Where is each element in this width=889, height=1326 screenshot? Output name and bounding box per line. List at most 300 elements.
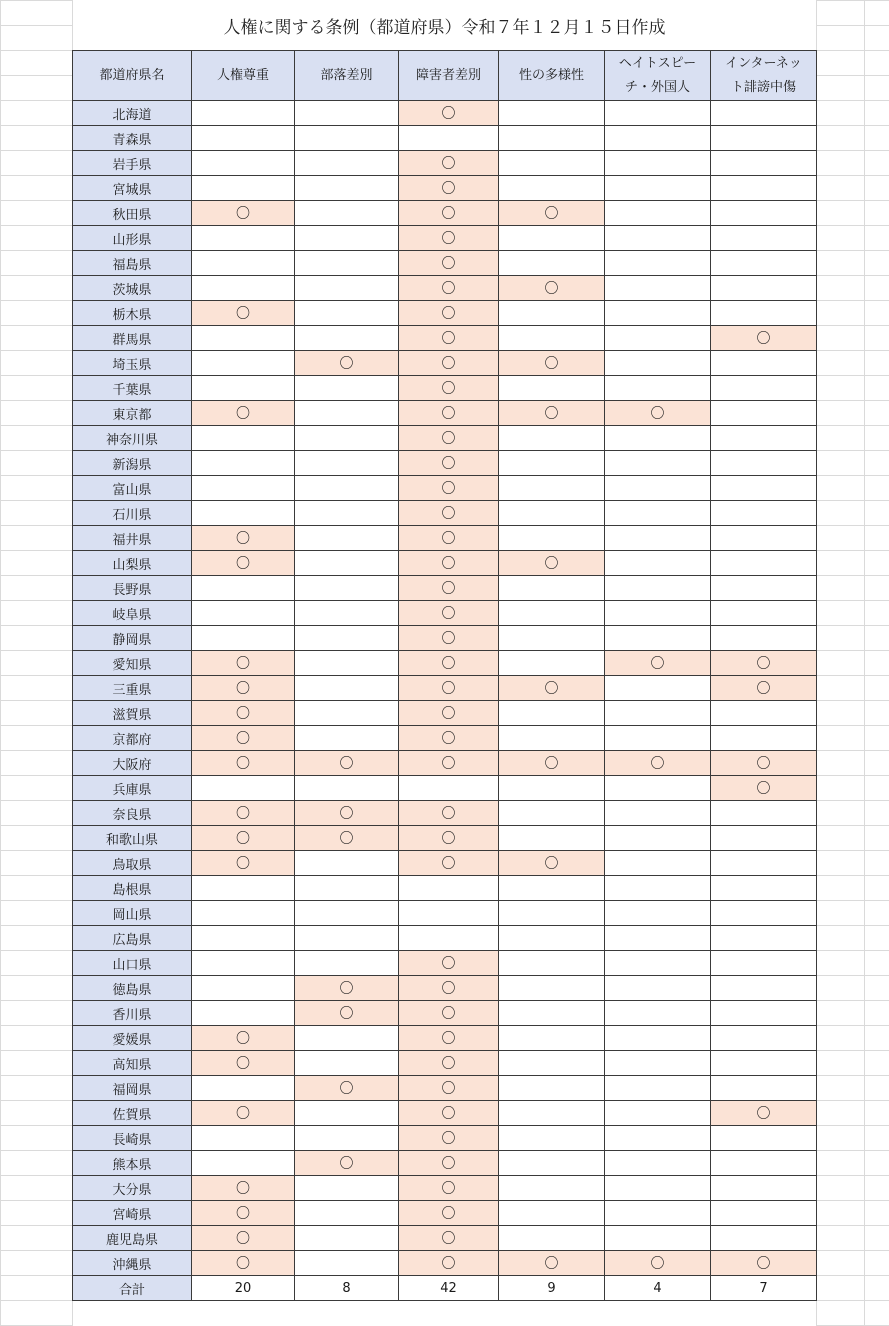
empty-cell[interactable] (192, 626, 295, 651)
empty-cell[interactable] (711, 626, 817, 651)
marked-cell[interactable] (399, 1076, 499, 1101)
marked-cell[interactable] (399, 1001, 499, 1026)
empty-cell[interactable] (711, 476, 817, 501)
prefecture-cell[interactable]: 東京都 (73, 401, 192, 426)
empty-cell[interactable] (499, 951, 605, 976)
prefecture-cell[interactable]: 大分県 (73, 1176, 192, 1201)
empty-cell[interactable] (605, 1151, 711, 1176)
marked-cell[interactable] (499, 276, 605, 301)
empty-cell[interactable] (711, 801, 817, 826)
empty-cell[interactable] (295, 701, 399, 726)
empty-cell[interactable] (499, 526, 605, 551)
empty-cell[interactable] (605, 876, 711, 901)
empty-cell[interactable] (295, 676, 399, 701)
marked-cell[interactable] (399, 701, 499, 726)
empty-cell[interactable] (605, 426, 711, 451)
empty-cell[interactable] (605, 851, 711, 876)
marked-cell[interactable] (192, 201, 295, 226)
empty-cell[interactable] (499, 576, 605, 601)
total-cell[interactable]: 20 (192, 1276, 295, 1301)
empty-cell[interactable] (192, 276, 295, 301)
empty-cell[interactable] (295, 551, 399, 576)
empty-cell[interactable] (605, 576, 711, 601)
marked-cell[interactable] (192, 851, 295, 876)
marked-cell[interactable] (399, 626, 499, 651)
marked-cell[interactable] (192, 1026, 295, 1051)
marked-cell[interactable] (295, 1001, 399, 1026)
empty-cell[interactable] (711, 526, 817, 551)
marked-cell[interactable] (711, 751, 817, 776)
empty-cell[interactable] (295, 626, 399, 651)
marked-cell[interactable] (399, 751, 499, 776)
empty-cell[interactable] (192, 951, 295, 976)
marked-cell[interactable] (192, 701, 295, 726)
empty-cell[interactable] (499, 1026, 605, 1051)
marked-cell[interactable] (399, 276, 499, 301)
marked-cell[interactable] (399, 301, 499, 326)
marked-cell[interactable] (192, 301, 295, 326)
empty-cell[interactable] (605, 126, 711, 151)
empty-cell[interactable] (192, 426, 295, 451)
column-header-internet[interactable] (711, 51, 817, 101)
prefecture-cell[interactable]: 青森県 (73, 126, 192, 151)
empty-cell[interactable] (711, 1051, 817, 1076)
empty-cell[interactable] (605, 626, 711, 651)
total-cell[interactable]: 8 (295, 1276, 399, 1301)
empty-cell[interactable] (499, 126, 605, 151)
prefecture-cell[interactable]: 島根県 (73, 876, 192, 901)
marked-cell[interactable] (192, 726, 295, 751)
empty-cell[interactable] (192, 126, 295, 151)
prefecture-cell[interactable]: 秋田県 (73, 201, 192, 226)
empty-cell[interactable] (295, 251, 399, 276)
marked-cell[interactable] (192, 1176, 295, 1201)
empty-cell[interactable] (295, 951, 399, 976)
empty-cell[interactable] (499, 1101, 605, 1126)
prefecture-cell[interactable]: 岡山県 (73, 901, 192, 926)
marked-cell[interactable] (605, 651, 711, 676)
empty-cell[interactable] (499, 501, 605, 526)
empty-cell[interactable] (711, 1226, 817, 1251)
empty-cell[interactable] (499, 376, 605, 401)
marked-cell[interactable] (192, 401, 295, 426)
empty-cell[interactable] (499, 1076, 605, 1101)
empty-cell[interactable] (192, 101, 295, 126)
empty-cell[interactable] (295, 1226, 399, 1251)
empty-cell[interactable] (192, 601, 295, 626)
empty-cell[interactable] (711, 1126, 817, 1151)
empty-cell[interactable] (605, 326, 711, 351)
empty-cell[interactable] (295, 451, 399, 476)
empty-cell[interactable] (605, 101, 711, 126)
empty-cell[interactable] (295, 151, 399, 176)
prefecture-cell[interactable]: 千葉県 (73, 376, 192, 401)
empty-cell[interactable] (605, 951, 711, 976)
empty-cell[interactable] (605, 801, 711, 826)
empty-cell[interactable] (711, 201, 817, 226)
prefecture-cell[interactable]: 佐賀県 (73, 1101, 192, 1126)
empty-cell[interactable] (499, 326, 605, 351)
empty-cell[interactable] (192, 326, 295, 351)
marked-cell[interactable] (399, 576, 499, 601)
empty-cell[interactable] (711, 901, 817, 926)
marked-cell[interactable] (399, 1176, 499, 1201)
empty-cell[interactable] (711, 576, 817, 601)
empty-cell[interactable] (605, 526, 711, 551)
marked-cell[interactable] (295, 351, 399, 376)
empty-cell[interactable] (295, 526, 399, 551)
empty-cell[interactable] (711, 1151, 817, 1176)
empty-cell[interactable] (711, 926, 817, 951)
empty-cell[interactable] (399, 901, 499, 926)
empty-cell[interactable] (711, 376, 817, 401)
prefecture-cell[interactable]: 栃木県 (73, 301, 192, 326)
empty-cell[interactable] (192, 151, 295, 176)
empty-cell[interactable] (295, 1126, 399, 1151)
marked-cell[interactable] (499, 1251, 605, 1276)
empty-cell[interactable] (711, 551, 817, 576)
marked-cell[interactable] (399, 651, 499, 676)
marked-cell[interactable] (192, 551, 295, 576)
marked-cell[interactable] (399, 976, 499, 1001)
prefecture-cell[interactable]: 茨城県 (73, 276, 192, 301)
empty-cell[interactable] (295, 851, 399, 876)
empty-cell[interactable] (499, 101, 605, 126)
empty-cell[interactable] (499, 1001, 605, 1026)
marked-cell[interactable] (399, 376, 499, 401)
marked-cell[interactable] (711, 1101, 817, 1126)
column-header-disability[interactable]: 障害者差別 (399, 51, 499, 101)
marked-cell[interactable] (295, 801, 399, 826)
empty-cell[interactable] (295, 126, 399, 151)
empty-cell[interactable] (605, 1201, 711, 1226)
empty-cell[interactable] (499, 726, 605, 751)
empty-cell[interactable] (605, 726, 711, 751)
empty-cell[interactable] (605, 1126, 711, 1151)
empty-cell[interactable] (295, 576, 399, 601)
prefecture-cell[interactable]: 北海道 (73, 101, 192, 126)
marked-cell[interactable] (399, 1201, 499, 1226)
empty-cell[interactable] (711, 351, 817, 376)
empty-cell[interactable] (605, 1101, 711, 1126)
prefecture-cell[interactable]: 奈良県 (73, 801, 192, 826)
empty-cell[interactable] (711, 226, 817, 251)
empty-cell[interactable] (711, 976, 817, 1001)
prefecture-cell[interactable]: 宮崎県 (73, 1201, 192, 1226)
empty-cell[interactable] (192, 351, 295, 376)
empty-cell[interactable] (711, 601, 817, 626)
marked-cell[interactable] (192, 801, 295, 826)
prefecture-cell[interactable]: 福岡県 (73, 1076, 192, 1101)
empty-cell[interactable] (295, 401, 399, 426)
column-header-hate-speech[interactable] (605, 51, 711, 101)
marked-cell[interactable] (399, 401, 499, 426)
empty-cell[interactable] (605, 451, 711, 476)
empty-cell[interactable] (295, 651, 399, 676)
empty-cell[interactable] (499, 251, 605, 276)
empty-cell[interactable] (605, 776, 711, 801)
empty-cell[interactable] (295, 876, 399, 901)
prefecture-cell[interactable]: 山口県 (73, 951, 192, 976)
empty-cell[interactable] (499, 151, 605, 176)
marked-cell[interactable] (399, 151, 499, 176)
empty-cell[interactable] (711, 1001, 817, 1026)
empty-cell[interactable] (295, 226, 399, 251)
prefecture-cell[interactable]: 静岡県 (73, 626, 192, 651)
marked-cell[interactable] (192, 826, 295, 851)
empty-cell[interactable] (605, 701, 711, 726)
marked-cell[interactable] (295, 1151, 399, 1176)
marked-cell[interactable] (399, 526, 499, 551)
marked-cell[interactable] (399, 1126, 499, 1151)
empty-cell[interactable] (499, 1201, 605, 1226)
total-cell[interactable]: 4 (605, 1276, 711, 1301)
marked-cell[interactable] (399, 801, 499, 826)
marked-cell[interactable] (399, 451, 499, 476)
empty-cell[interactable] (711, 1176, 817, 1201)
marked-cell[interactable] (192, 526, 295, 551)
prefecture-cell[interactable]: 広島県 (73, 926, 192, 951)
marked-cell[interactable] (711, 651, 817, 676)
empty-cell[interactable] (295, 901, 399, 926)
marked-cell[interactable] (399, 851, 499, 876)
empty-cell[interactable] (711, 501, 817, 526)
marked-cell[interactable] (605, 401, 711, 426)
prefecture-cell[interactable]: 愛知県 (73, 651, 192, 676)
prefecture-cell[interactable]: 鳥取県 (73, 851, 192, 876)
empty-cell[interactable] (711, 1201, 817, 1226)
marked-cell[interactable] (399, 326, 499, 351)
empty-cell[interactable] (499, 601, 605, 626)
empty-cell[interactable] (711, 426, 817, 451)
empty-cell[interactable] (499, 476, 605, 501)
marked-cell[interactable] (399, 951, 499, 976)
empty-cell[interactable] (192, 1001, 295, 1026)
empty-cell[interactable] (711, 126, 817, 151)
marked-cell[interactable] (399, 1151, 499, 1176)
empty-cell[interactable] (499, 976, 605, 1001)
empty-cell[interactable] (605, 276, 711, 301)
marked-cell[interactable] (605, 1251, 711, 1276)
empty-cell[interactable] (295, 1251, 399, 1276)
empty-cell[interactable] (192, 376, 295, 401)
empty-cell[interactable] (605, 176, 711, 201)
prefecture-cell[interactable]: 岩手県 (73, 151, 192, 176)
empty-cell[interactable] (605, 1176, 711, 1201)
column-header-human-rights[interactable]: 人権尊重 (192, 51, 295, 101)
prefecture-cell[interactable]: 鹿児島県 (73, 1226, 192, 1251)
empty-cell[interactable] (499, 901, 605, 926)
marked-cell[interactable] (499, 851, 605, 876)
marked-cell[interactable] (399, 351, 499, 376)
empty-cell[interactable] (605, 926, 711, 951)
empty-cell[interactable] (295, 101, 399, 126)
marked-cell[interactable] (499, 351, 605, 376)
marked-cell[interactable] (399, 476, 499, 501)
empty-cell[interactable] (605, 901, 711, 926)
marked-cell[interactable] (399, 1226, 499, 1251)
empty-cell[interactable] (711, 151, 817, 176)
total-cell[interactable]: 7 (711, 1276, 817, 1301)
marked-cell[interactable] (192, 1201, 295, 1226)
empty-cell[interactable] (499, 1126, 605, 1151)
empty-cell[interactable] (295, 276, 399, 301)
empty-cell[interactable] (192, 576, 295, 601)
empty-cell[interactable] (605, 301, 711, 326)
marked-cell[interactable] (399, 176, 499, 201)
empty-cell[interactable] (711, 101, 817, 126)
empty-cell[interactable] (605, 1026, 711, 1051)
empty-cell[interactable] (499, 1051, 605, 1076)
empty-cell[interactable] (295, 776, 399, 801)
empty-cell[interactable] (605, 601, 711, 626)
column-header-sexual-diversity[interactable]: 性の多様性 (499, 51, 605, 101)
prefecture-cell[interactable]: 福島県 (73, 251, 192, 276)
prefecture-cell[interactable]: 滋賀県 (73, 701, 192, 726)
empty-cell[interactable] (499, 926, 605, 951)
prefecture-cell[interactable]: 山梨県 (73, 551, 192, 576)
prefecture-cell[interactable]: 愛媛県 (73, 1026, 192, 1051)
column-header-prefecture[interactable]: 都道府県名 (73, 51, 192, 101)
prefecture-cell[interactable]: 長崎県 (73, 1126, 192, 1151)
prefecture-cell[interactable]: 香川県 (73, 1001, 192, 1026)
prefecture-cell[interactable]: 岐阜県 (73, 601, 192, 626)
empty-cell[interactable] (192, 776, 295, 801)
prefecture-cell[interactable]: 徳島県 (73, 976, 192, 1001)
empty-cell[interactable] (499, 776, 605, 801)
empty-cell[interactable] (605, 251, 711, 276)
marked-cell[interactable] (399, 726, 499, 751)
marked-cell[interactable] (399, 501, 499, 526)
prefecture-cell[interactable]: 和歌山県 (73, 826, 192, 851)
marked-cell[interactable] (499, 551, 605, 576)
empty-cell[interactable] (605, 1001, 711, 1026)
marked-cell[interactable] (499, 751, 605, 776)
empty-cell[interactable] (295, 201, 399, 226)
marked-cell[interactable] (711, 676, 817, 701)
empty-cell[interactable] (399, 926, 499, 951)
empty-cell[interactable] (499, 1151, 605, 1176)
empty-cell[interactable] (605, 1076, 711, 1101)
empty-cell[interactable] (711, 451, 817, 476)
empty-cell[interactable] (711, 401, 817, 426)
empty-cell[interactable] (192, 501, 295, 526)
empty-cell[interactable] (605, 476, 711, 501)
empty-cell[interactable] (499, 801, 605, 826)
empty-cell[interactable] (192, 1151, 295, 1176)
prefecture-cell[interactable]: 兵庫県 (73, 776, 192, 801)
empty-cell[interactable] (711, 301, 817, 326)
empty-cell[interactable] (499, 176, 605, 201)
empty-cell[interactable] (499, 226, 605, 251)
marked-cell[interactable] (711, 1251, 817, 1276)
marked-cell[interactable] (399, 551, 499, 576)
empty-cell[interactable] (499, 826, 605, 851)
empty-cell[interactable] (295, 1101, 399, 1126)
marked-cell[interactable] (399, 426, 499, 451)
prefecture-cell[interactable]: 福井県 (73, 526, 192, 551)
marked-cell[interactable] (399, 1051, 499, 1076)
prefecture-cell[interactable]: 熊本県 (73, 1151, 192, 1176)
empty-cell[interactable] (605, 201, 711, 226)
marked-cell[interactable] (399, 826, 499, 851)
marked-cell[interactable] (499, 401, 605, 426)
prefecture-cell[interactable]: 高知県 (73, 1051, 192, 1076)
prefecture-cell[interactable]: 山形県 (73, 226, 192, 251)
marked-cell[interactable] (499, 201, 605, 226)
prefecture-cell[interactable]: 沖縄県 (73, 1251, 192, 1276)
marked-cell[interactable] (711, 776, 817, 801)
empty-cell[interactable] (711, 176, 817, 201)
marked-cell[interactable] (295, 976, 399, 1001)
empty-cell[interactable] (711, 251, 817, 276)
empty-cell[interactable] (605, 551, 711, 576)
empty-cell[interactable] (499, 1176, 605, 1201)
marked-cell[interactable] (192, 1051, 295, 1076)
empty-cell[interactable] (605, 351, 711, 376)
empty-cell[interactable] (499, 426, 605, 451)
empty-cell[interactable] (399, 876, 499, 901)
prefecture-cell[interactable]: 宮城県 (73, 176, 192, 201)
empty-cell[interactable] (295, 476, 399, 501)
marked-cell[interactable] (295, 1076, 399, 1101)
empty-cell[interactable] (192, 901, 295, 926)
marked-cell[interactable] (295, 751, 399, 776)
prefecture-cell[interactable]: 大阪府 (73, 751, 192, 776)
marked-cell[interactable] (399, 101, 499, 126)
prefecture-cell[interactable]: 三重県 (73, 676, 192, 701)
empty-cell[interactable] (295, 1051, 399, 1076)
empty-cell[interactable] (192, 251, 295, 276)
empty-cell[interactable] (605, 1226, 711, 1251)
empty-cell[interactable] (605, 501, 711, 526)
empty-cell[interactable] (711, 1076, 817, 1101)
empty-cell[interactable] (295, 501, 399, 526)
empty-cell[interactable] (295, 376, 399, 401)
prefecture-cell[interactable]: 神奈川県 (73, 426, 192, 451)
prefecture-cell[interactable]: 石川県 (73, 501, 192, 526)
marked-cell[interactable] (192, 676, 295, 701)
empty-cell[interactable] (295, 1176, 399, 1201)
empty-cell[interactable] (711, 826, 817, 851)
prefecture-cell[interactable]: 群馬県 (73, 326, 192, 351)
empty-cell[interactable] (295, 1201, 399, 1226)
empty-cell[interactable] (295, 326, 399, 351)
empty-cell[interactable] (499, 651, 605, 676)
marked-cell[interactable] (711, 326, 817, 351)
empty-cell[interactable] (192, 176, 295, 201)
empty-cell[interactable] (605, 226, 711, 251)
empty-cell[interactable] (499, 1226, 605, 1251)
marked-cell[interactable] (399, 601, 499, 626)
empty-cell[interactable] (605, 376, 711, 401)
empty-cell[interactable] (711, 951, 817, 976)
empty-cell[interactable] (711, 726, 817, 751)
marked-cell[interactable] (399, 1026, 499, 1051)
marked-cell[interactable] (192, 1226, 295, 1251)
marked-cell[interactable] (499, 676, 605, 701)
empty-cell[interactable] (499, 626, 605, 651)
empty-cell[interactable] (295, 176, 399, 201)
column-header-buraku[interactable]: 部落差別 (295, 51, 399, 101)
empty-cell[interactable] (295, 301, 399, 326)
empty-cell[interactable] (399, 776, 499, 801)
prefecture-cell[interactable]: 長野県 (73, 576, 192, 601)
empty-cell[interactable] (192, 1126, 295, 1151)
total-cell[interactable]: 42 (399, 1276, 499, 1301)
empty-cell[interactable] (711, 876, 817, 901)
empty-cell[interactable] (399, 126, 499, 151)
